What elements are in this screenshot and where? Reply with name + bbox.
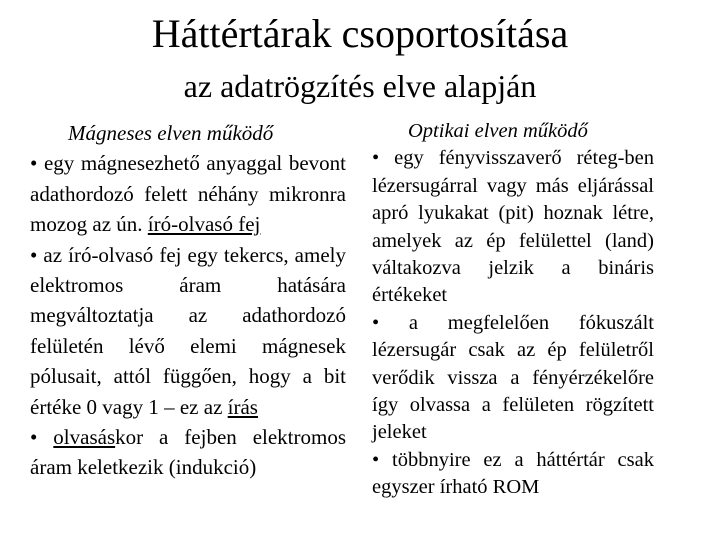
magnetic-heading: Mágneses elven működő — [68, 121, 274, 145]
magnetic-point-3-text: kor a fejben elektromos áram keletkezik (indukció) — [30, 425, 347, 480]
reading-term: olvasás — [53, 425, 116, 450]
magnetic-point-3 — [30, 422, 346, 483]
magnetic-column — [30, 118, 346, 483]
magnetic-point-2 — [30, 240, 346, 422]
optical-point-1: • egy fényvisszaverő réteg-ben lézersugárral vagy más eljárással apró lyukakat (pit) hoznak létre, amelyek az ép felülettel (land) váltakozva jelzik a bináris értékeket — [372, 147, 654, 307]
optical-point-3: • többnyire ez a háttértár csak egyszer írható ROM — [372, 448, 654, 499]
magnetic-point-1 — [30, 148, 346, 239]
writing-term: írás — [227, 394, 258, 419]
magnetic-point-3-bullet: • — [30, 425, 54, 450]
read-write-head-term: író-olvasó fej — [147, 212, 261, 237]
slide-subtitle: az adatrögzítés elve alapján — [183, 68, 537, 104]
optical-column — [372, 118, 654, 502]
magnetic-point-2-text: • az író-olvasó fej egy tekercs, amely elektromos áram hatására megváltoztatja az adathordozó felületén lévő elemi mágnesek pólusait, attól függően, hogy a bit értéke 0 vagy 1 – ez az — [30, 242, 346, 419]
optical-point-2: • a megfelelően fókuszált lézersugár csak az ép felületről verődik vissza a fényérzékelőre így olvassa a felületen rögzített jeleket — [372, 311, 654, 444]
optical-heading: Optikai elven működő — [408, 120, 588, 142]
magnetic-point-1-text: • egy mágnesezhető anyaggal bevont adathordozó felett néhány mikronra mozog az ún. — [30, 151, 346, 237]
slide-title: Háttértárak csoportosítása — [151, 11, 569, 56]
